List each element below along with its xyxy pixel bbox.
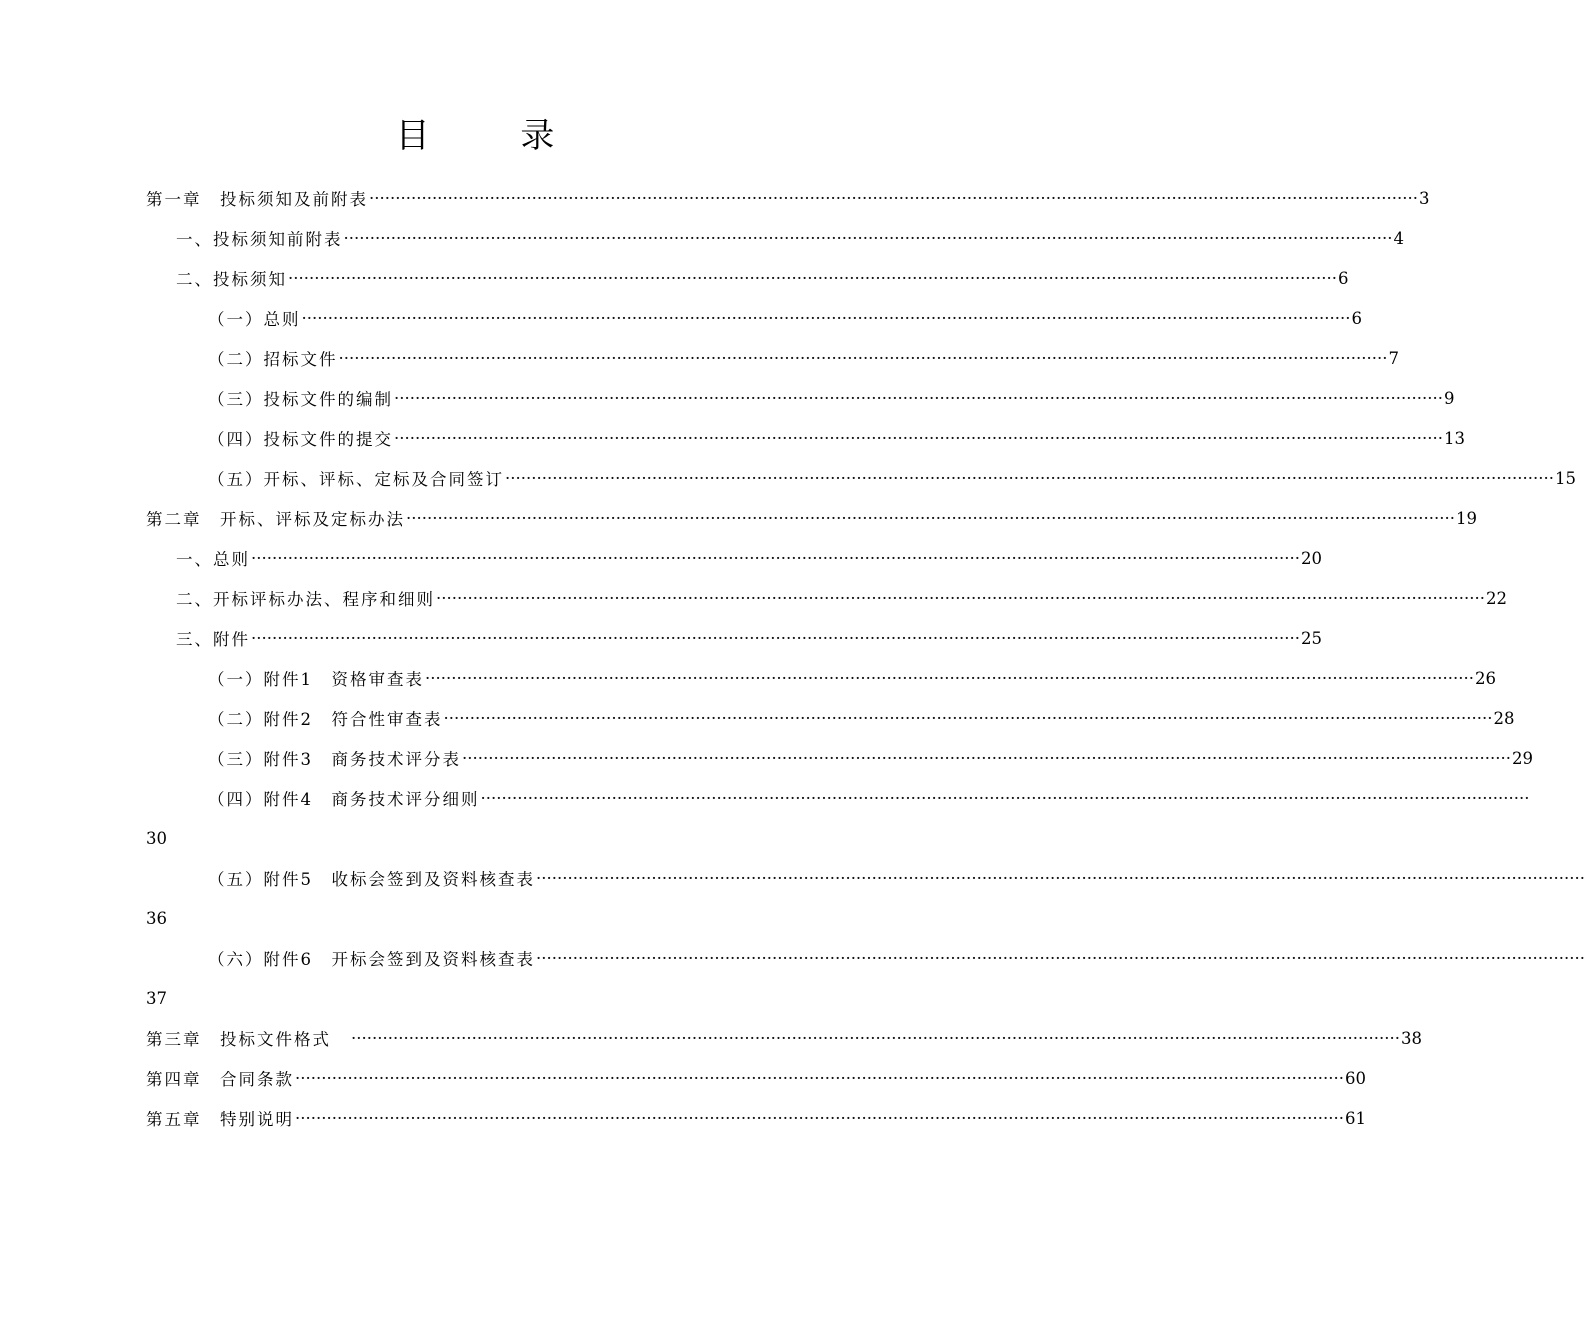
toc-entry-page: 61 <box>1344 1108 1366 1128</box>
toc-entry-label: （三）投标文件的编制 <box>208 390 393 409</box>
dot-leader: ········································································································································································································ <box>462 748 1511 768</box>
dot-leader: ········································································································································································································ <box>369 188 1418 208</box>
dot-leader: ········································································································································································································ <box>251 628 1300 648</box>
toc-entry[interactable] <box>146 778 1530 818</box>
toc-entry[interactable] <box>146 378 1455 418</box>
dot-leader: ········································································································································································································ <box>443 708 1493 728</box>
dot-leader: ········································································································································································································ <box>394 428 1443 448</box>
toc-entry-page: 13 <box>1443 428 1465 448</box>
toc-entry-label: （二）附件2 符合性审查表 <box>208 710 443 729</box>
table-of-contents <box>146 178 1585 1138</box>
toc-entry-page: 30 <box>146 828 167 848</box>
toc-entry-page: 37 <box>146 988 167 1008</box>
dot-leader: ········································································································································································································ <box>295 1068 1344 1088</box>
dot-leader: ········································································································································································································ <box>505 468 1554 488</box>
toc-entry-label: 第二章 开标、评标及定标办法 <box>146 510 405 529</box>
toc-entry-page: 4 <box>1393 228 1404 248</box>
toc-entry[interactable] <box>146 218 1404 258</box>
toc-entry-page: 20 <box>1300 548 1322 568</box>
toc-entry[interactable] <box>146 498 1477 538</box>
toc-entry-page: 6 <box>1337 268 1349 288</box>
dot-leader: ········································································································································································································ <box>425 668 1474 688</box>
toc-entry[interactable] <box>146 178 1430 218</box>
toc-entry[interactable] <box>146 618 1322 658</box>
toc-entry[interactable] <box>146 938 1585 978</box>
toc-entry[interactable] <box>146 418 1465 458</box>
toc-entry[interactable] <box>146 578 1507 618</box>
toc-entry-label: （三）附件3 商务技术评分表 <box>208 750 461 769</box>
toc-entry[interactable] <box>146 858 1585 898</box>
dot-leader: ········································································································································································································ <box>288 268 1337 288</box>
dot-leader: ········································································································································································································ <box>301 308 1351 328</box>
toc-entry-page: 6 <box>1351 308 1362 328</box>
toc-entry[interactable] <box>146 538 1322 578</box>
dot-leader: ········································································································································································································ <box>536 868 1585 888</box>
toc-entry-label: 第一章 投标须知及前附表 <box>146 190 368 209</box>
toc-entry-label: 二、投标须知 <box>176 270 287 289</box>
toc-entry[interactable] <box>146 458 1576 498</box>
toc-entry-label: （五）开标、评标、定标及合同签订 <box>208 470 504 489</box>
dot-leader: ········································································································································································································ <box>295 1108 1344 1128</box>
dot-leader: ········································································································································································································ <box>406 508 1455 528</box>
toc-entry-page: 9 <box>1443 388 1455 408</box>
toc-entry-page: 3 <box>1418 188 1430 208</box>
dot-leader: ········································································································································································································ <box>480 788 1530 808</box>
toc-entry-page-continued <box>146 898 778 938</box>
toc-entry-label: （六）附件6 开标会签到及资料核查表 <box>208 950 535 969</box>
toc-entry-page: 19 <box>1455 508 1477 528</box>
toc-entry-label: 第四章 合同条款 <box>146 1070 294 1089</box>
toc-entry-label: （四）附件4 商务技术评分细则 <box>208 790 480 809</box>
dot-leader: ········································································································································································································ <box>351 1028 1400 1048</box>
toc-entry-label: （五）附件5 收标会签到及资料核查表 <box>208 870 535 889</box>
toc-entry-page-continued <box>146 978 778 1018</box>
toc-entry[interactable] <box>146 1058 1366 1098</box>
toc-entry-page: 7 <box>1388 348 1399 368</box>
toc-entry-page: 29 <box>1511 748 1533 768</box>
toc-entry-label: （四）投标文件的提交 <box>208 430 393 449</box>
dot-leader: ········································································································································································································ <box>251 548 1300 568</box>
toc-entry-page: 38 <box>1400 1028 1422 1048</box>
toc-entry-page: 36 <box>146 908 167 928</box>
page-title: 目 录 <box>395 116 595 156</box>
toc-entry-page: 28 <box>1493 708 1515 728</box>
toc-entry[interactable] <box>146 258 1349 298</box>
toc-entry[interactable] <box>146 338 1399 378</box>
toc-entry[interactable] <box>146 658 1496 698</box>
dot-leader: ········································································································································································································ <box>536 948 1585 968</box>
toc-entry[interactable] <box>146 1018 1422 1058</box>
toc-entry-page-continued <box>146 818 778 858</box>
toc-entry-label: （二）招标文件 <box>208 350 338 369</box>
toc-entry-page: 15 <box>1554 468 1576 488</box>
toc-entry-label: 一、总则 <box>176 550 250 569</box>
toc-entry[interactable] <box>146 1098 1366 1138</box>
toc-entry-label: 第三章 投标文件格式 <box>146 1030 331 1049</box>
toc-entry-label: 一、投标须知前附表 <box>176 230 343 249</box>
dot-leader: ········································································································································································································ <box>343 228 1393 248</box>
toc-entry-label: （一）附件1 资格审查表 <box>208 670 424 689</box>
toc-entry-label: （一）总则 <box>208 310 301 329</box>
toc-entry[interactable] <box>146 298 1362 338</box>
toc-entry-label: 二、开标评标办法、程序和细则 <box>176 590 435 609</box>
dot-leader: ········································································································································································································ <box>338 348 1388 368</box>
dot-leader: ········································································································································································································ <box>394 388 1443 408</box>
toc-entry-page: 25 <box>1300 628 1322 648</box>
dot-leader: ········································································································································································································ <box>436 588 1485 608</box>
toc-entry-page: 26 <box>1474 668 1496 688</box>
toc-entry[interactable] <box>146 698 1515 738</box>
toc-entry-page: 22 <box>1485 588 1507 608</box>
toc-entry[interactable] <box>146 738 1533 778</box>
toc-entry-label: 三、附件 <box>176 630 250 649</box>
toc-entry-label: 第五章 特别说明 <box>146 1110 294 1129</box>
toc-entry-page: 60 <box>1344 1068 1366 1088</box>
